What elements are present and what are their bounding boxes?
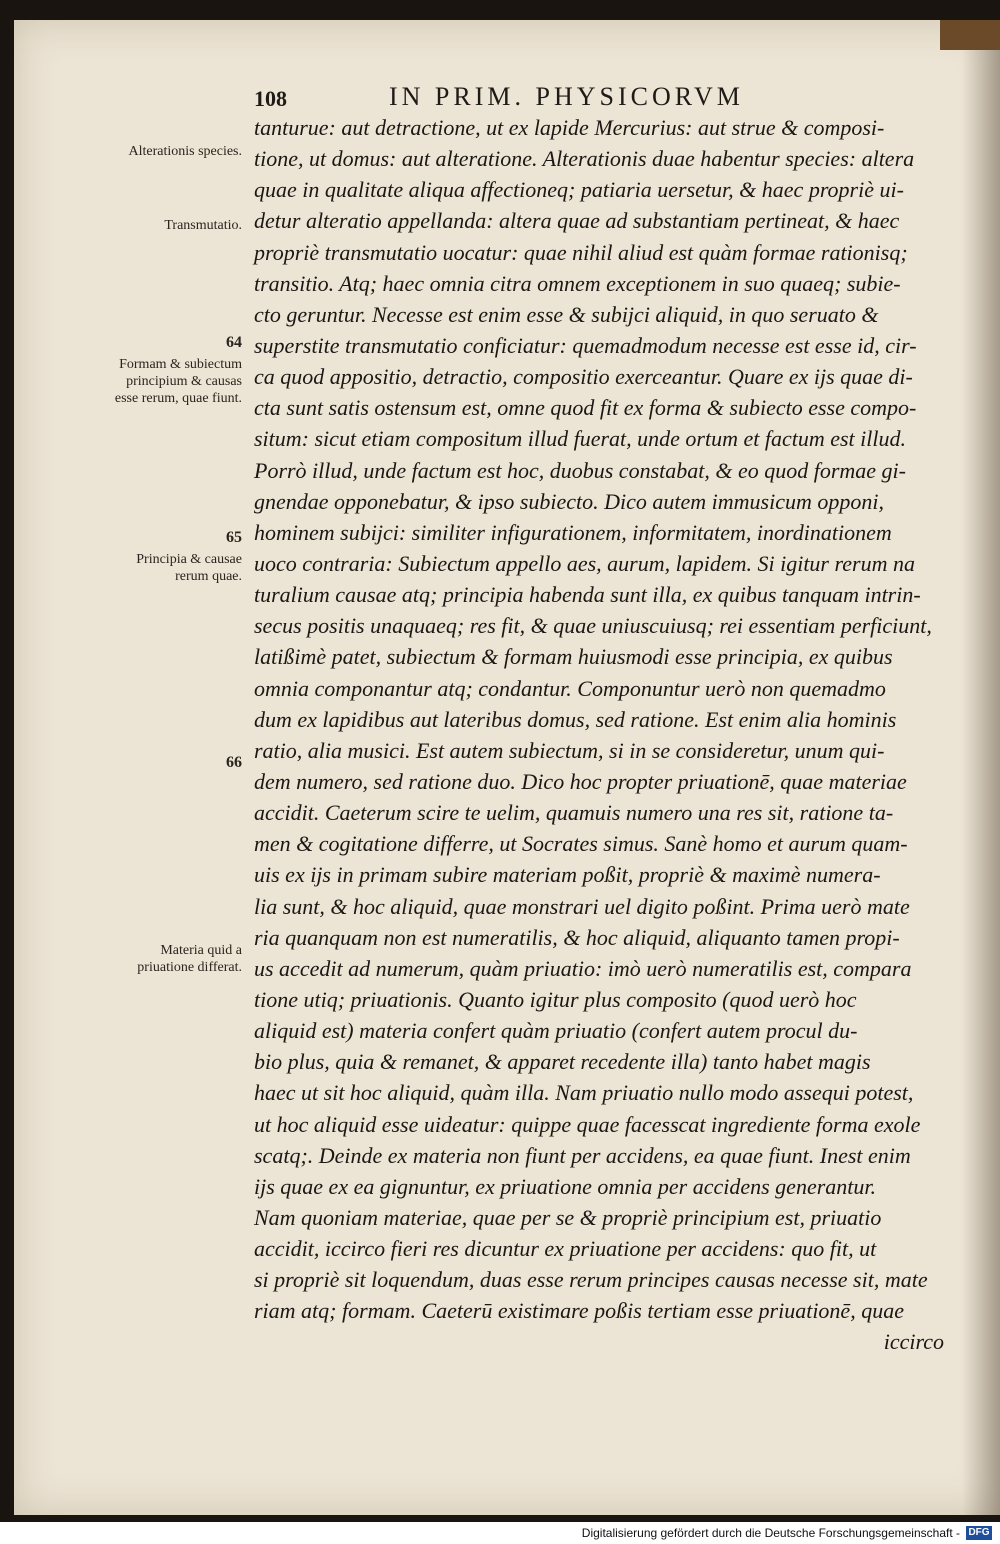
margin-note-transmutatio: Transmutatio. [164, 218, 242, 233]
text-line: men & cogitatione differre, ut Socrates simus. Sanè homo et aurum quam- [254, 831, 908, 857]
footer-bar [0, 1522, 1000, 1544]
text-line: lia sunt, & hoc aliquid, quae monstrari uel digito poßint. Prima uerò mate [254, 893, 910, 919]
text-line: turalium causae atq; principia habenda sunt illa, ex quibus tanquam intrin- [254, 582, 921, 608]
text-line: ut hoc aliquid esse uideatur: quippe quae facesscat ingrediente forma exole [254, 1111, 921, 1137]
margin-number-66: 66 [226, 754, 242, 771]
margin-note-formam-subiectum: Formam & subiectum principium & causas esse rerum, quae fiunt. [114, 357, 242, 406]
text-line: omnia componantur atq; condantur. Componuntur uerò non quemadmo [254, 675, 886, 701]
text-line: cto geruntur. Necesse est enim esse & subijci aliquid, in quo seruato & [254, 301, 879, 327]
text-line: gnendae opponebatur, & ipso subiecto. Dico autem immusicum opponi, [254, 488, 884, 514]
text-line: superstite transmutatio conficiatur: quemadmodum necesse est esse id, cir- [254, 332, 917, 358]
text-line: secus positis unaquaeq; res fit, & quae uniuscuiusq; rei essentiam perficiunt, [254, 613, 932, 639]
dfg-logo-icon: DFG [966, 1526, 992, 1540]
text-line: us accedit ad numerum, quàm priuatio: imò uerò numeratilis est, compara [254, 955, 912, 981]
margin-note-alterationis: Alterationis species. [128, 144, 242, 159]
text-line: propriè transmutatio uocatur: quae nihil aliud est quàm formae rationisq; [254, 239, 908, 265]
text-line: Nam quoniam materiae, quae per se & propriè principium est, priuatio [254, 1204, 882, 1230]
text-line: accidit, iccirco fieri res dicuntur ex priuatione per accidens: quo fit, ut [254, 1236, 877, 1262]
text-line: aliquid est) materia confert quàm priuatio (confert autem procul du- [254, 1018, 858, 1044]
text-line: Porrò illud, unde factum est hoc, duobus constabat, & eo quod formae gi- [254, 457, 906, 483]
margin-note-principia-causae: Principia & causae rerum quae. [136, 552, 242, 584]
margin-note-materia-priuatione: Materia quid a priuatione differat. [137, 943, 242, 975]
body-text [254, 112, 944, 1358]
text-line: haec ut sit hoc aliquid, quàm illa. Nam priuatio nullo modo assequi potest, [254, 1080, 914, 1106]
text-line: tanturue: aut detractione, ut ex lapide Mercurius: aut strue & composi- [254, 115, 885, 140]
text-line: dum ex lapidibus aut lateribus domus, sed ratione. Est enim alia hominis [254, 706, 897, 732]
text-line: si propriè sit loquendum, duas esse rerum principes causas necesse sit, mate [254, 1267, 928, 1293]
text-line: dem numero, sed ratione duo. Dico hoc propter priuationē, quae materiae [254, 768, 907, 794]
text-line: bio plus, quia & remanet, & apparet recedente illa) tanto habet magis [254, 1049, 871, 1075]
margin-number-65: 65 [226, 529, 242, 546]
text-line: uis ex ijs in primam subire materiam poßit, propriè & maximè numera- [254, 862, 881, 888]
text-line: ca quod appositio, detractio, compositio exerceantur. Quare ex ijs quae di- [254, 364, 913, 390]
text-line: situm: sicut etiam compositum illud fuerat, unde ortum et factum est illud. [254, 426, 906, 452]
text-line: accidit. Caeterum scire te uelim, quamuis numero una res sit, ratione ta- [254, 800, 894, 826]
text-line: uoco contraria: Subiectum appello aes, aurum, lapidem. Si igitur rerum na [254, 550, 915, 576]
running-title: IN PRIM. PHYSICORVM [389, 82, 744, 111]
text-line: cta sunt satis ostensum est, omne quod fit ex forma & subiecto esse compo- [254, 395, 917, 421]
page-spine-shadow [962, 20, 1000, 1515]
page-number: 108 [254, 86, 287, 111]
text-line: hominem subijci: similiter infigurationem, informitatem, inordinationem [254, 519, 892, 545]
catchword: iccirco [883, 1329, 944, 1355]
corner-stain [940, 20, 1000, 50]
text-line: ijs quae ex ea gignuntur, ex priuatione omnia per accidens generantur. [254, 1173, 877, 1199]
text-line: tione utiq; priuationis. Quanto igitur plus composito (quod uerò hoc [254, 986, 857, 1012]
text-line: detur alteratio appellanda: altera quae ad substantiam pertineat, & haec [254, 208, 900, 234]
footer-credit: Digitalisierung gefördert durch die Deutsche Forschungsgemeinschaft - [581, 1526, 960, 1540]
margin-number-64: 64 [226, 334, 242, 351]
text-line: ria quanquam non est numeratilis, & hoc aliquid, aliquanto tamen propi- [254, 924, 900, 950]
text-line: tione, ut domus: aut alteratione. Alterationis duae habentur species: altera [254, 146, 915, 172]
text-line: transitio. Atq; haec omnia citra omnem exceptionem in suo quaeq; subie- [254, 270, 901, 296]
text-line: quae in qualitate aliqua affectioneq; patiaria uersetur, & haec propriè ui- [254, 177, 904, 203]
text-line: riam atq; formam. Caeterū existimare poßis tertiam esse priuationē, quae [254, 1298, 904, 1324]
text-line: latißimè patet, subiectum & formam huiusmodi esse principia, ex quibus [254, 644, 893, 670]
text-line: ratio, alia musici. Est autem subiectum, si in se consideretur, unum qui- [254, 737, 885, 763]
text-line: scatq;. Deinde ex materia non fiunt per accidens, ea quae fiunt. Inest enim [254, 1142, 911, 1168]
